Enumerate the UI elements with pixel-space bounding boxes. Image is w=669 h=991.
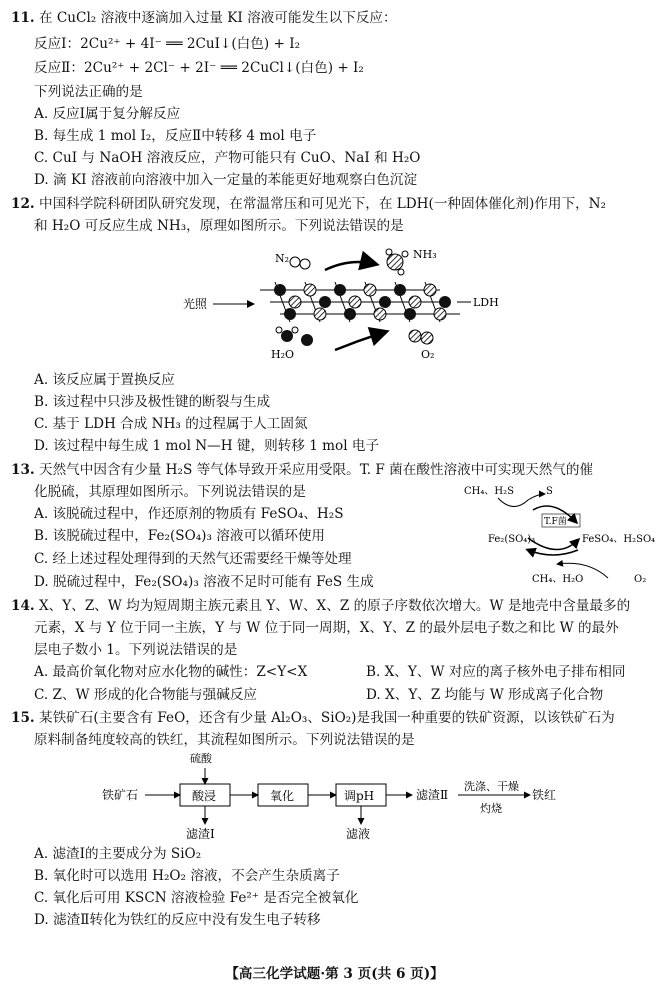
q13-option-b: B. 该脱硫过程中，Fe₂(SO₄)₃ 溶液可以循环使用 <box>34 528 326 544</box>
fe3-label: Fe₂(SO₄)₃ <box>488 534 536 545</box>
arrow-icon <box>325 262 375 270</box>
q13-number: 13. <box>11 462 35 478</box>
fe2-label: FeSO₄、H₂SO₄ <box>582 534 656 545</box>
desulfurization-diagram <box>458 480 666 588</box>
page-footer: 【高三化学试题·第 3 页(共 6 页)】 <box>225 966 444 982</box>
q15-option-a: A. 滤渣Ⅰ的主要成分为 SiO₂ <box>34 846 202 862</box>
q12-stem-line-2: 和 H₂O 可反应生成 NH₃，原理如图所示。下列说法错误的是 <box>34 218 404 234</box>
leach-label: 酸浸 <box>192 789 217 803</box>
output-gas-label: CH₄、H₂O <box>532 574 584 585</box>
q12-option-c: C. 基于 LDH 合成 NH₃ 的过程属于人工固氮 <box>34 416 308 432</box>
q11-stem-line-1: 11. 在 CuCl₂ 溶液中逐滴加入过量 KI 溶液可能发生以下反应： <box>11 10 397 26</box>
nh3-label: NH₃ <box>413 248 437 261</box>
ldh-label: LDH <box>473 296 499 309</box>
q14-stem-line-1: 14. X、Y、Z、W 均为短周期主族元素且 Y、W、X、Z 的原子序数依次增大。W 是地壳中含量最多的 <box>11 598 631 614</box>
wash-label: 洗涤、干燥 <box>464 780 519 793</box>
q12-number: 12. <box>11 196 35 212</box>
q12-option-a: A. 该反应属于置换反应 <box>34 372 175 388</box>
q11-number: 11. <box>11 10 35 26</box>
n2-label: N₂ <box>275 252 290 265</box>
q14-option-b: B. X、Y、W 对应的离子核外电子排布相同 <box>366 664 626 680</box>
q11-reaction-1: 反应Ⅰ：2Cu²⁺ + 4I⁻ ══ 2CuI↓(白色) + I₂ <box>34 36 301 52</box>
nh3-molecule <box>387 254 403 270</box>
q14-stem-line-3: 层电子数小 1。下列说法错误的是 <box>34 642 238 658</box>
residue-2-label: 滤渣Ⅱ <box>416 788 449 802</box>
q15-number: 15. <box>11 710 35 726</box>
o2-label: O₂ <box>421 348 435 361</box>
q11-option-b: B. 每生成 1 mol I₂，反应Ⅱ中转移 4 mol 电子 <box>34 128 317 144</box>
q11-question: 下列说法正确的是 <box>34 84 143 100</box>
q14-number: 14. <box>11 598 35 614</box>
n2-molecule <box>290 257 300 267</box>
q15-stem-line-1: 15. 某铁矿石(主要含有 FeO，还含有少量 Al₂O₃、SiO₂)是我国一种重要的铁矿资源，以该铁矿石为 <box>11 710 615 726</box>
light-label: 光照 <box>183 297 208 311</box>
q13-option-d: D. 脱硫过程中，Fe₂(SO₄)₃ 溶液不足时可能有 FeS 生成 <box>34 574 374 590</box>
q15-stem-line-2: 原料制备纯度较高的铁红，其流程如图所示。下列说法错误的是 <box>34 732 415 748</box>
q15-option-d: D. 滤渣Ⅱ转化为铁红的反应中没有发生电子转移 <box>34 912 321 928</box>
q12-option-d: D. 该过程中每生成 1 mol N—H 键，则转移 1 mol 电子 <box>34 438 380 454</box>
q11-reaction-2: 反应Ⅱ：2Cu²⁺ + 2Cl⁻ + 2I⁻ ══ 2CuCl↓(白色) + I₂ <box>34 60 364 76</box>
h2o-molecule <box>281 330 293 342</box>
q14-stem-line-2: 元素，X 与 Y 位于同一主族，Y 与 W 位于同一周期，X、Y、Z 的最外层电子数之和比 W 的最外 <box>34 620 619 636</box>
burn-label: 灼烧 <box>480 802 502 815</box>
o2-molecule <box>409 330 421 342</box>
residue-1-label: 滤渣Ⅰ <box>186 827 215 841</box>
q11-option-a: A. 反应Ⅰ属于复分解反应 <box>34 106 181 122</box>
bacteria-label: T.F菌 <box>544 517 567 527</box>
h2o-label: H₂O <box>271 348 295 361</box>
input-gas-label: CH₄、H₂S <box>464 486 514 497</box>
q12-stem-line-1: 12. 中国科学院科研团队研究发现，在常温常压和可见光下，在 LDH(一种固体催化剂)作用下，N₂ <box>11 196 607 212</box>
o2-label: O₂ <box>634 574 647 585</box>
flowchart <box>100 752 570 842</box>
sulfur-label: S <box>546 486 553 497</box>
q13-option-a: A. 该脱硫过程中，作还原剂的物质有 FeSO₄、H₂S <box>34 506 344 522</box>
ph-label: 调pH <box>344 789 375 803</box>
acid-label: 硫酸 <box>190 752 212 765</box>
ore-label: 铁矿石 <box>102 788 139 802</box>
q14-option-d: D. X、Y、Z 均能与 W 形成离子化合物 <box>366 687 604 703</box>
q11-option-d: D. 滴 KI 溶液前向溶液中加入一定量的苯能更好地观察白色沉淀 <box>34 172 418 188</box>
q14-option-a: A. 最高价氧化物对应水化物的碱性：Z<Y<X <box>34 664 308 680</box>
filtrate-label: 滤液 <box>346 827 371 841</box>
q13-stem-line-2: 化脱硫，其原理如图所示。下列说法错误的是 <box>34 484 306 500</box>
q11-option-c: C. CuI 与 NaOH 溶液反应，产物可能只有 CuO、NaI 和 H₂O <box>34 150 421 166</box>
q12-option-b: B. 该过程中只涉及极性键的断裂与生成 <box>34 394 271 410</box>
q13-option-c: C. 经上述过程处理得到的天然气还需要经干燥等处理 <box>34 551 352 567</box>
product-label: 铁红 <box>532 788 557 802</box>
q15-option-c: C. 氧化后可用 KSCN 溶液检验 Fe²⁺ 是否完全被氧化 <box>34 890 359 906</box>
q13-stem-line-1: 13. 天然气中因含有少量 H₂S 等气体导致开采应用受限。T. F 菌在酸性溶液中可实现天然气的催 <box>11 462 594 478</box>
ldh-diagram <box>175 240 505 365</box>
oxidize-label: 氧化 <box>270 789 295 803</box>
q14-option-c: C. Z、W 形成的化合物能与强碱反应 <box>34 687 258 703</box>
q15-option-b: B. 氧化时可以选用 H₂O₂ 溶液，不会产生杂质离子 <box>34 868 340 884</box>
